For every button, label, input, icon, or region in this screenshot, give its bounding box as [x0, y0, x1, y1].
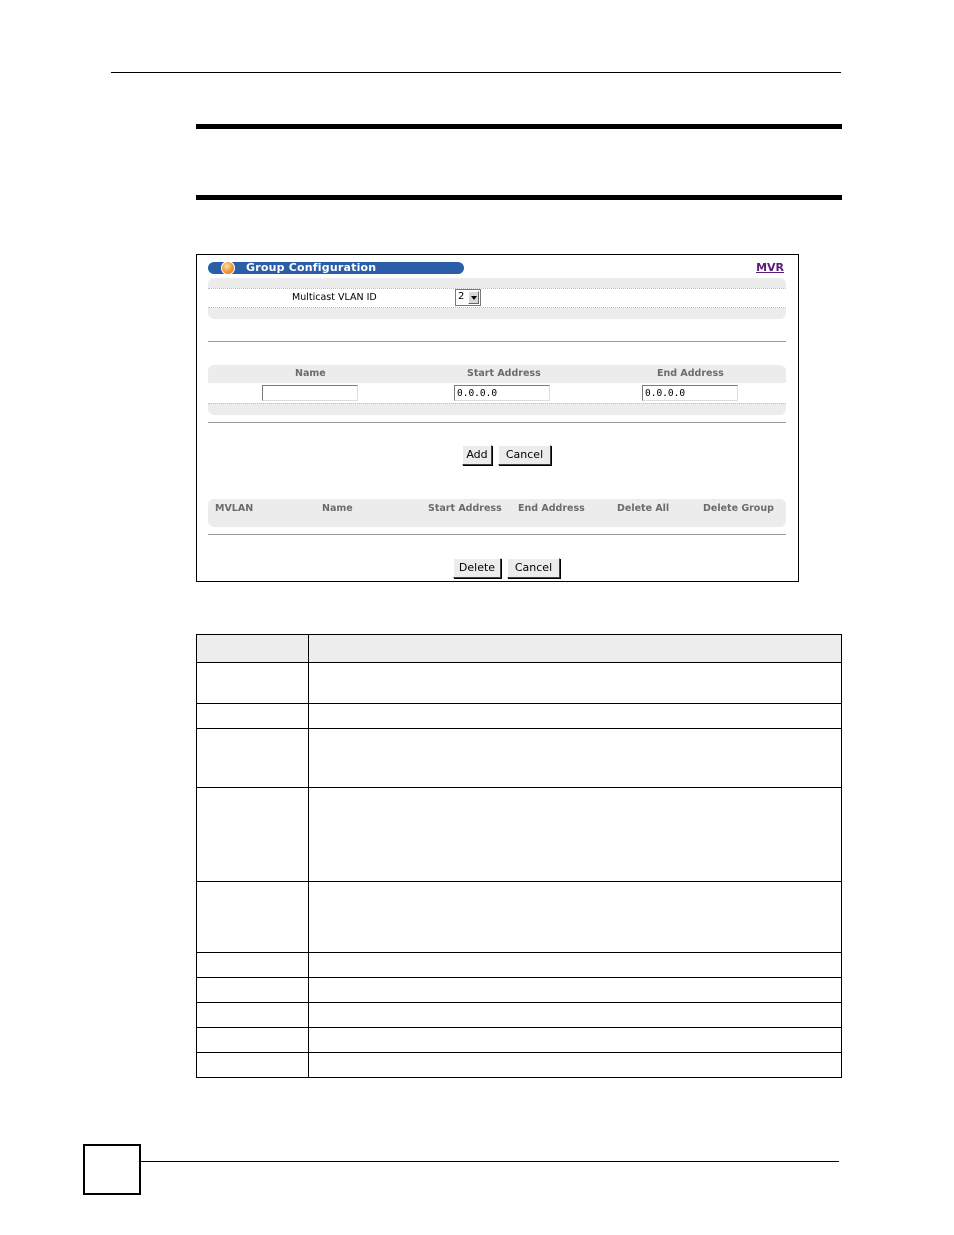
end-address-input[interactable]: 0.0.0.0 — [642, 385, 738, 401]
table-cell — [197, 729, 309, 788]
panel-title: Group Configuration — [246, 261, 377, 274]
table-cell — [309, 978, 842, 1003]
table-cell — [309, 663, 842, 704]
start-address-input[interactable]: 0.0.0.0 — [454, 385, 550, 401]
divider — [208, 341, 786, 342]
table-cell — [309, 953, 842, 978]
table-cell — [197, 788, 309, 882]
page-header-rule — [111, 72, 841, 73]
group-configuration-screenshot — [196, 254, 799, 582]
orb-icon — [221, 261, 235, 275]
table-row — [197, 1003, 842, 1028]
table-cell — [197, 953, 309, 978]
table-row — [197, 882, 842, 953]
table-cell — [309, 882, 842, 953]
table-cell — [309, 1003, 842, 1028]
multicast-vlan-id-value: 2 — [458, 291, 465, 302]
table-row — [197, 1053, 842, 1078]
table-cell — [197, 1003, 309, 1028]
chevron-down-icon[interactable] — [468, 291, 479, 304]
table-cell — [309, 788, 842, 882]
group-name-header: Name — [322, 503, 353, 514]
mvr-link[interactable]: MVR — [756, 261, 784, 274]
table-cell — [309, 704, 842, 729]
delete-all-header: Delete All — [617, 503, 670, 514]
table-cell — [197, 978, 309, 1003]
mvlan-header: MVLAN — [215, 503, 254, 514]
group-end-address-header: End Address — [518, 503, 585, 514]
table-row — [197, 953, 842, 978]
table-cell — [197, 704, 309, 729]
section-rule-top — [196, 124, 842, 129]
start-address-header: Start Address — [467, 368, 541, 379]
multicast-vlan-id-select[interactable] — [455, 289, 481, 306]
add-button[interactable]: Add — [462, 445, 492, 465]
table-cell — [197, 635, 309, 663]
multicast-vlan-id-label: Multicast VLAN ID — [292, 292, 377, 303]
table-row — [197, 729, 842, 788]
table-header-row — [197, 635, 842, 663]
table-cell — [309, 1028, 842, 1053]
table-row — [197, 788, 842, 882]
divider — [208, 534, 786, 535]
table-cell — [197, 882, 309, 953]
table-cell — [309, 729, 842, 788]
field-description-table — [196, 634, 842, 1078]
dotted-divider — [208, 288, 786, 289]
cancel-button-2[interactable]: Cancel — [507, 558, 560, 578]
table-row — [197, 978, 842, 1003]
page-footer-rule — [141, 1161, 839, 1162]
table-cell — [197, 663, 309, 704]
name-header: Name — [295, 368, 326, 379]
table-cell — [197, 1053, 309, 1078]
name-input[interactable] — [262, 385, 358, 401]
dotted-divider — [208, 307, 786, 308]
panel-title-bar — [208, 262, 464, 274]
table-row — [197, 1028, 842, 1053]
table-cell — [197, 1028, 309, 1053]
section-rule-bottom — [196, 195, 842, 200]
delete-button[interactable]: Delete — [453, 558, 501, 578]
table-cell — [309, 635, 842, 663]
table-row — [197, 704, 842, 729]
delete-group-header: Delete Group — [703, 503, 774, 514]
cancel-button[interactable]: Cancel — [498, 445, 551, 465]
table-cell — [309, 1053, 842, 1078]
divider — [208, 422, 786, 423]
group-start-address-header: Start Address — [428, 503, 502, 514]
page-number-box — [83, 1144, 141, 1195]
dotted-divider — [208, 403, 786, 404]
table-row — [197, 663, 842, 704]
end-address-header: End Address — [657, 368, 724, 379]
